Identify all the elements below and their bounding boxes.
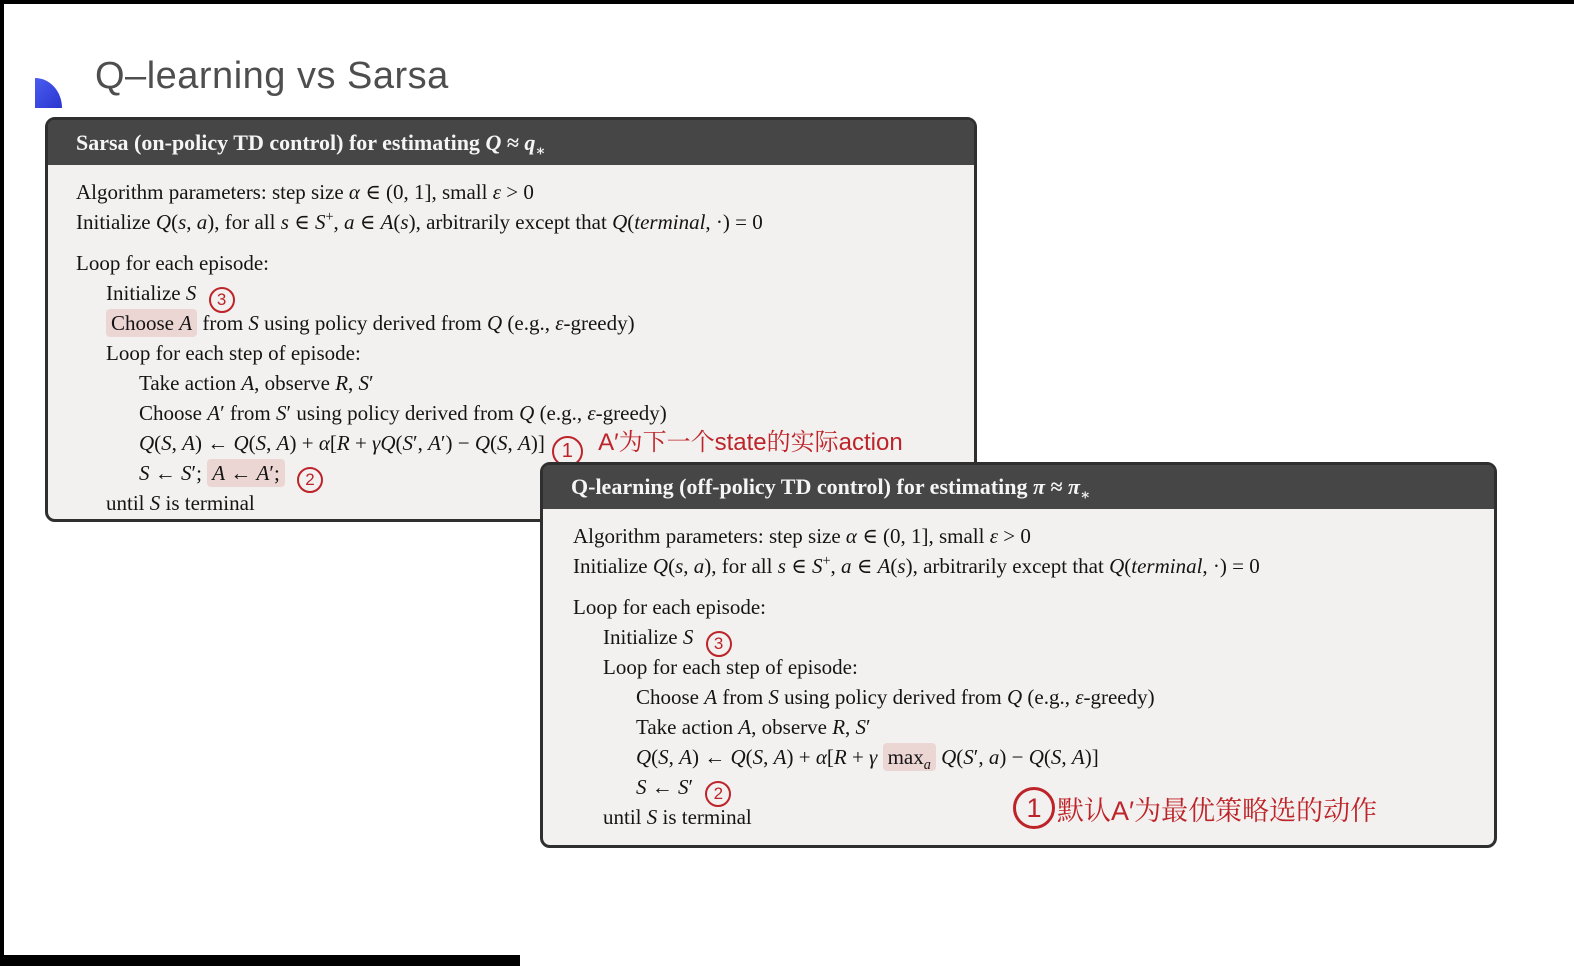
algorithm-line: Initialize Q(s, a), for all s ∈ S+, a ∈ A(s), arbitrarily except that Q(terminal, ·) = 0 xyxy=(573,553,1260,578)
algorithm-line: until S is terminal xyxy=(106,491,255,515)
title-decoration-quarter-circle-icon xyxy=(35,78,62,108)
algorithm-line: Take action A, observe R, S′ xyxy=(139,371,374,395)
circled-number-1-icon: 1 xyxy=(552,436,583,467)
page-title: Q–learning vs Sarsa xyxy=(95,55,449,97)
qlearning-panel-title: Q-learning (off-policy TD control) for estimating $\pi \approx \pi_∗$ xyxy=(571,474,1091,504)
circled-number-2-icon: 2 xyxy=(297,467,323,493)
highlight-mark: A ← A′; xyxy=(207,459,285,487)
algorithm-line: Algorithm parameters: step size α ∈ (0, 1], small ε > 0 xyxy=(76,180,534,204)
circled-number-2-icon: 2 xyxy=(705,781,731,807)
algorithm-line: until S is terminal xyxy=(603,805,752,829)
algorithm-line: Loop for each episode: xyxy=(573,595,767,619)
algorithm-line: Take action A, observe R, S′ xyxy=(636,715,871,739)
qlearning-red-annotation xyxy=(1013,787,1377,829)
algorithm-line: Initialize S 3 xyxy=(106,278,974,308)
algorithm-line: Q(S, A) ← Q(S, A) + α[R + γ $\max_a Q(S'$, a) − Q(S, A)] xyxy=(636,745,1099,774)
algorithm-line: S ← S′; A ← A′; 2 xyxy=(139,458,974,488)
frame-border-top xyxy=(0,0,1574,4)
algorithm-line: Q(S, A) ← Q(S, A) + α[R + γQ(S′, A′) − Q(S, A)] 1 A′为下一个state的实际action xyxy=(139,428,974,458)
sarsa-panel-title: Sarsa (on-policy TD control) for estimating $Q \approx q_∗$ xyxy=(76,129,546,159)
sarsa-panel-header xyxy=(48,120,974,165)
frame-border-bottom xyxy=(0,955,520,966)
frame-border-left xyxy=(0,0,4,966)
algorithm-line: Choose A from S using policy derived from Q (e.g., ε-greedy) xyxy=(106,308,974,338)
algorithm-line: Algorithm parameters: step size α ∈ (0, 1], small ε > 0 xyxy=(573,524,1031,548)
qlearning-panel-header xyxy=(543,465,1494,509)
algorithm-line: Initialize S 3 xyxy=(603,622,1494,652)
red-annotation-text: A′为下一个state的实际action xyxy=(598,429,903,456)
circled-number-3-icon: 3 xyxy=(706,631,732,657)
circled-number-3-icon: 3 xyxy=(209,287,235,313)
algorithm-line: Loop for each step of episode: xyxy=(106,341,361,365)
algorithm-line: Choose A from S using policy derived from Q (e.g., ε-greedy) xyxy=(636,685,1155,709)
circled-number-1-icon: 1 xyxy=(1013,787,1055,829)
algorithm-line: Initialize Q(s, a), for all s ∈ S+, a ∈ A(s), arbitrarily except that Q(terminal, ·) = 0 xyxy=(76,209,763,234)
algorithm-line: Loop for each step of episode: xyxy=(603,655,858,679)
algorithm-line: Loop for each episode: xyxy=(76,251,270,275)
algorithm-line: Choose A′ from S′ using policy derived from Q (e.g., ε-greedy) xyxy=(139,401,667,425)
qlearning-panel-body xyxy=(543,509,1494,832)
qlearning-annotation-text: 默认A′为最优策略选的动作 xyxy=(1057,795,1378,826)
qlearning-algorithm-panel xyxy=(540,462,1497,848)
algorithm-line: S ← S′ 2 xyxy=(636,772,1494,802)
highlight-mark: Choose A xyxy=(106,309,197,337)
highlight-mark: $\max_a$ xyxy=(883,743,936,771)
